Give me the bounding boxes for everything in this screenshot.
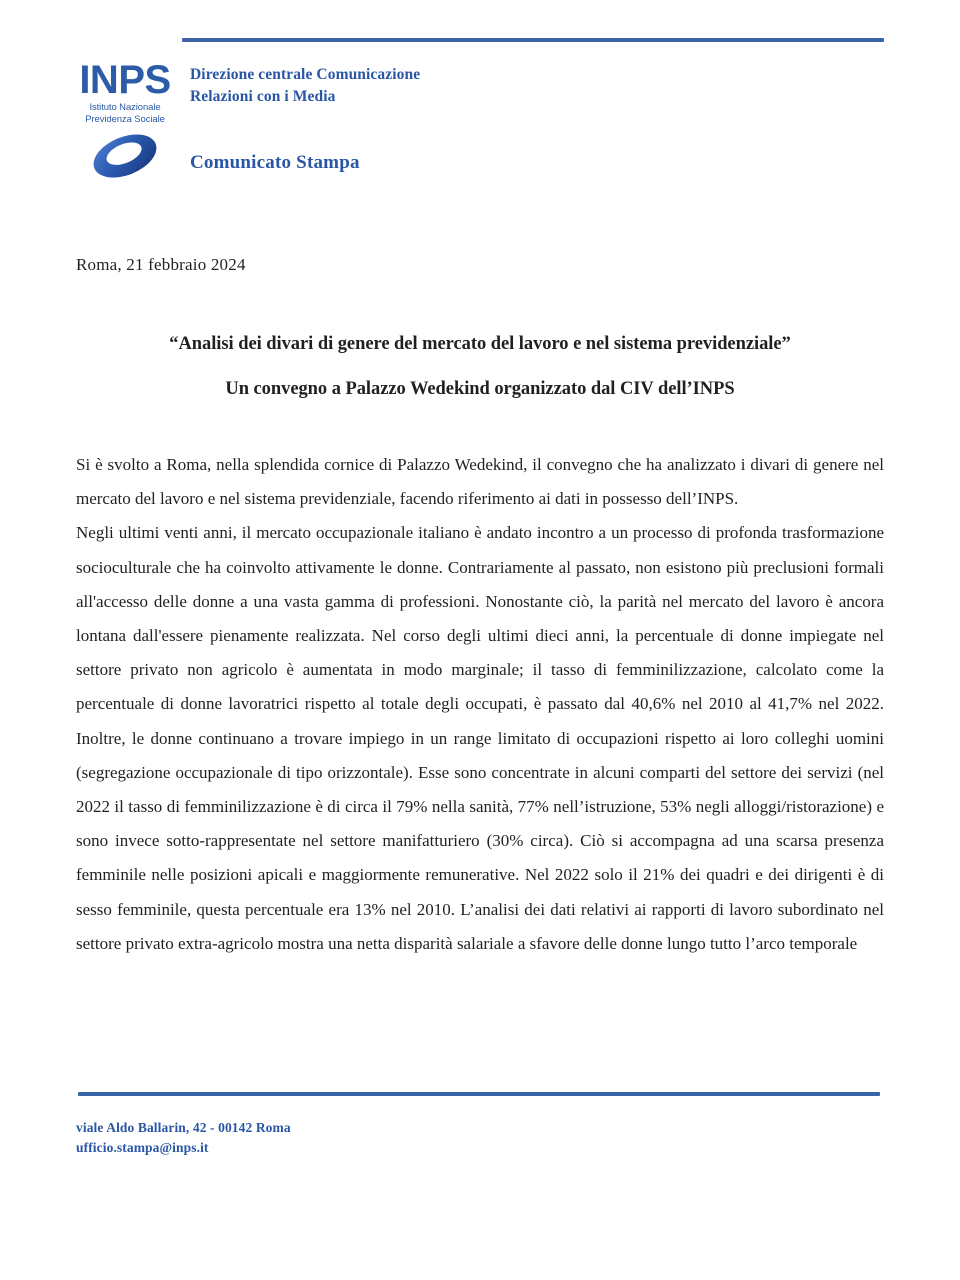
department-heading bbox=[190, 64, 420, 108]
inps-logo-subtitle-line2: Previdenza Sociale bbox=[85, 113, 165, 125]
footer-divider-rule bbox=[78, 1092, 880, 1096]
blue-ring-emblem-icon bbox=[88, 132, 162, 180]
body-content bbox=[76, 448, 884, 961]
footer-email: ufficio.stampa@inps.it bbox=[76, 1139, 209, 1155]
document-footer bbox=[76, 1118, 291, 1157]
inps-logo-subtitle-line1: Istituto Nazionale bbox=[89, 102, 161, 113]
footer-address: viale Aldo Ballarin, 42 - 00142 Roma bbox=[76, 1120, 291, 1135]
department-line-2: Relazioni con i Media bbox=[190, 88, 336, 105]
dateline: Roma, 21 febbraio 2024 bbox=[76, 255, 246, 274]
page-subtitle: Un convegno a Palazzo Wedekind organizzato dal CIV dell’INPS bbox=[225, 378, 735, 399]
inps-logo bbox=[70, 60, 180, 180]
body-paragraph-2: Negli ultimi venti anni, il mercato occupazionale italiano è andato incontro a un processo di profonda trasformazione socioculturale che ha coinvolto attivamente le donne. Contrariamente al passato, non esistono più preclusioni formali all'accesso delle donne a una vasta gamma di professioni. Nonostante ciò, la parità nel mercato del lavoro è ancora lontana dall'essere pienamente realizzata. Nel corso degli ultimi dieci anni, la percentuale di donne impiegate nel settore privato non agricolo è aumentata in modo marginale; il tasso di femminilizzazione, calcolato come la percentuale di donne lavoratrici rispetto al totale degli occupati, è passato dal 40,6% nel 2010 al 41,7% nel 2022. Inoltre, le donne continuano a trovare impiego in un range limitato di occupazioni rispetto ai loro colleghi uomini (segregazione occupazionale di tipo orizzontale). Esse sono concentrate in alcuni comparti del settore dei servizi (nel 2022 il tasso di femminilizzazione è di circa il 79% nella sanità, 77% nell’istruzione, 53% negli alloggi/ristorazione) e sono invece sotto-rappresentate nel settore manifatturiero (30% circa). Ciò si accompagna ad una scarsa presenza femminile nelle posizioni apicali e maggiormente remunerative. Nel 2022 solo il 21% dei quadri e dei dirigenti è di sesso femminile, questa percentuale era 13% nel 2010. L’analisi dei dati relativi ai rapporti di lavoro subordinato nel settore privato extra-agricolo mostra una netta disparità salariale a sfavore delle donne lungo tutto l’arco temporale bbox=[76, 523, 884, 953]
header-divider-rule bbox=[182, 38, 884, 42]
document-header bbox=[0, 52, 960, 212]
press-release-label: Comunicato Stampa bbox=[190, 152, 360, 173]
page-title: “Analisi dei divari di genere del mercato del lavoro e nel sistema previdenziale” bbox=[169, 334, 791, 354]
body-paragraph-1: Si è svolto a Roma, nella splendida cornice di Palazzo Wedekind, il convegno che ha analizzato i divari di genere nel mercato del lavoro e nel sistema previdenziale, facendo riferimento ai dati in possesso dell’INPS. bbox=[76, 455, 884, 509]
inps-wordmark: INPS bbox=[79, 58, 171, 102]
department-line-1: Direzione centrale Comunicazione bbox=[190, 66, 421, 83]
title-block bbox=[76, 330, 884, 403]
